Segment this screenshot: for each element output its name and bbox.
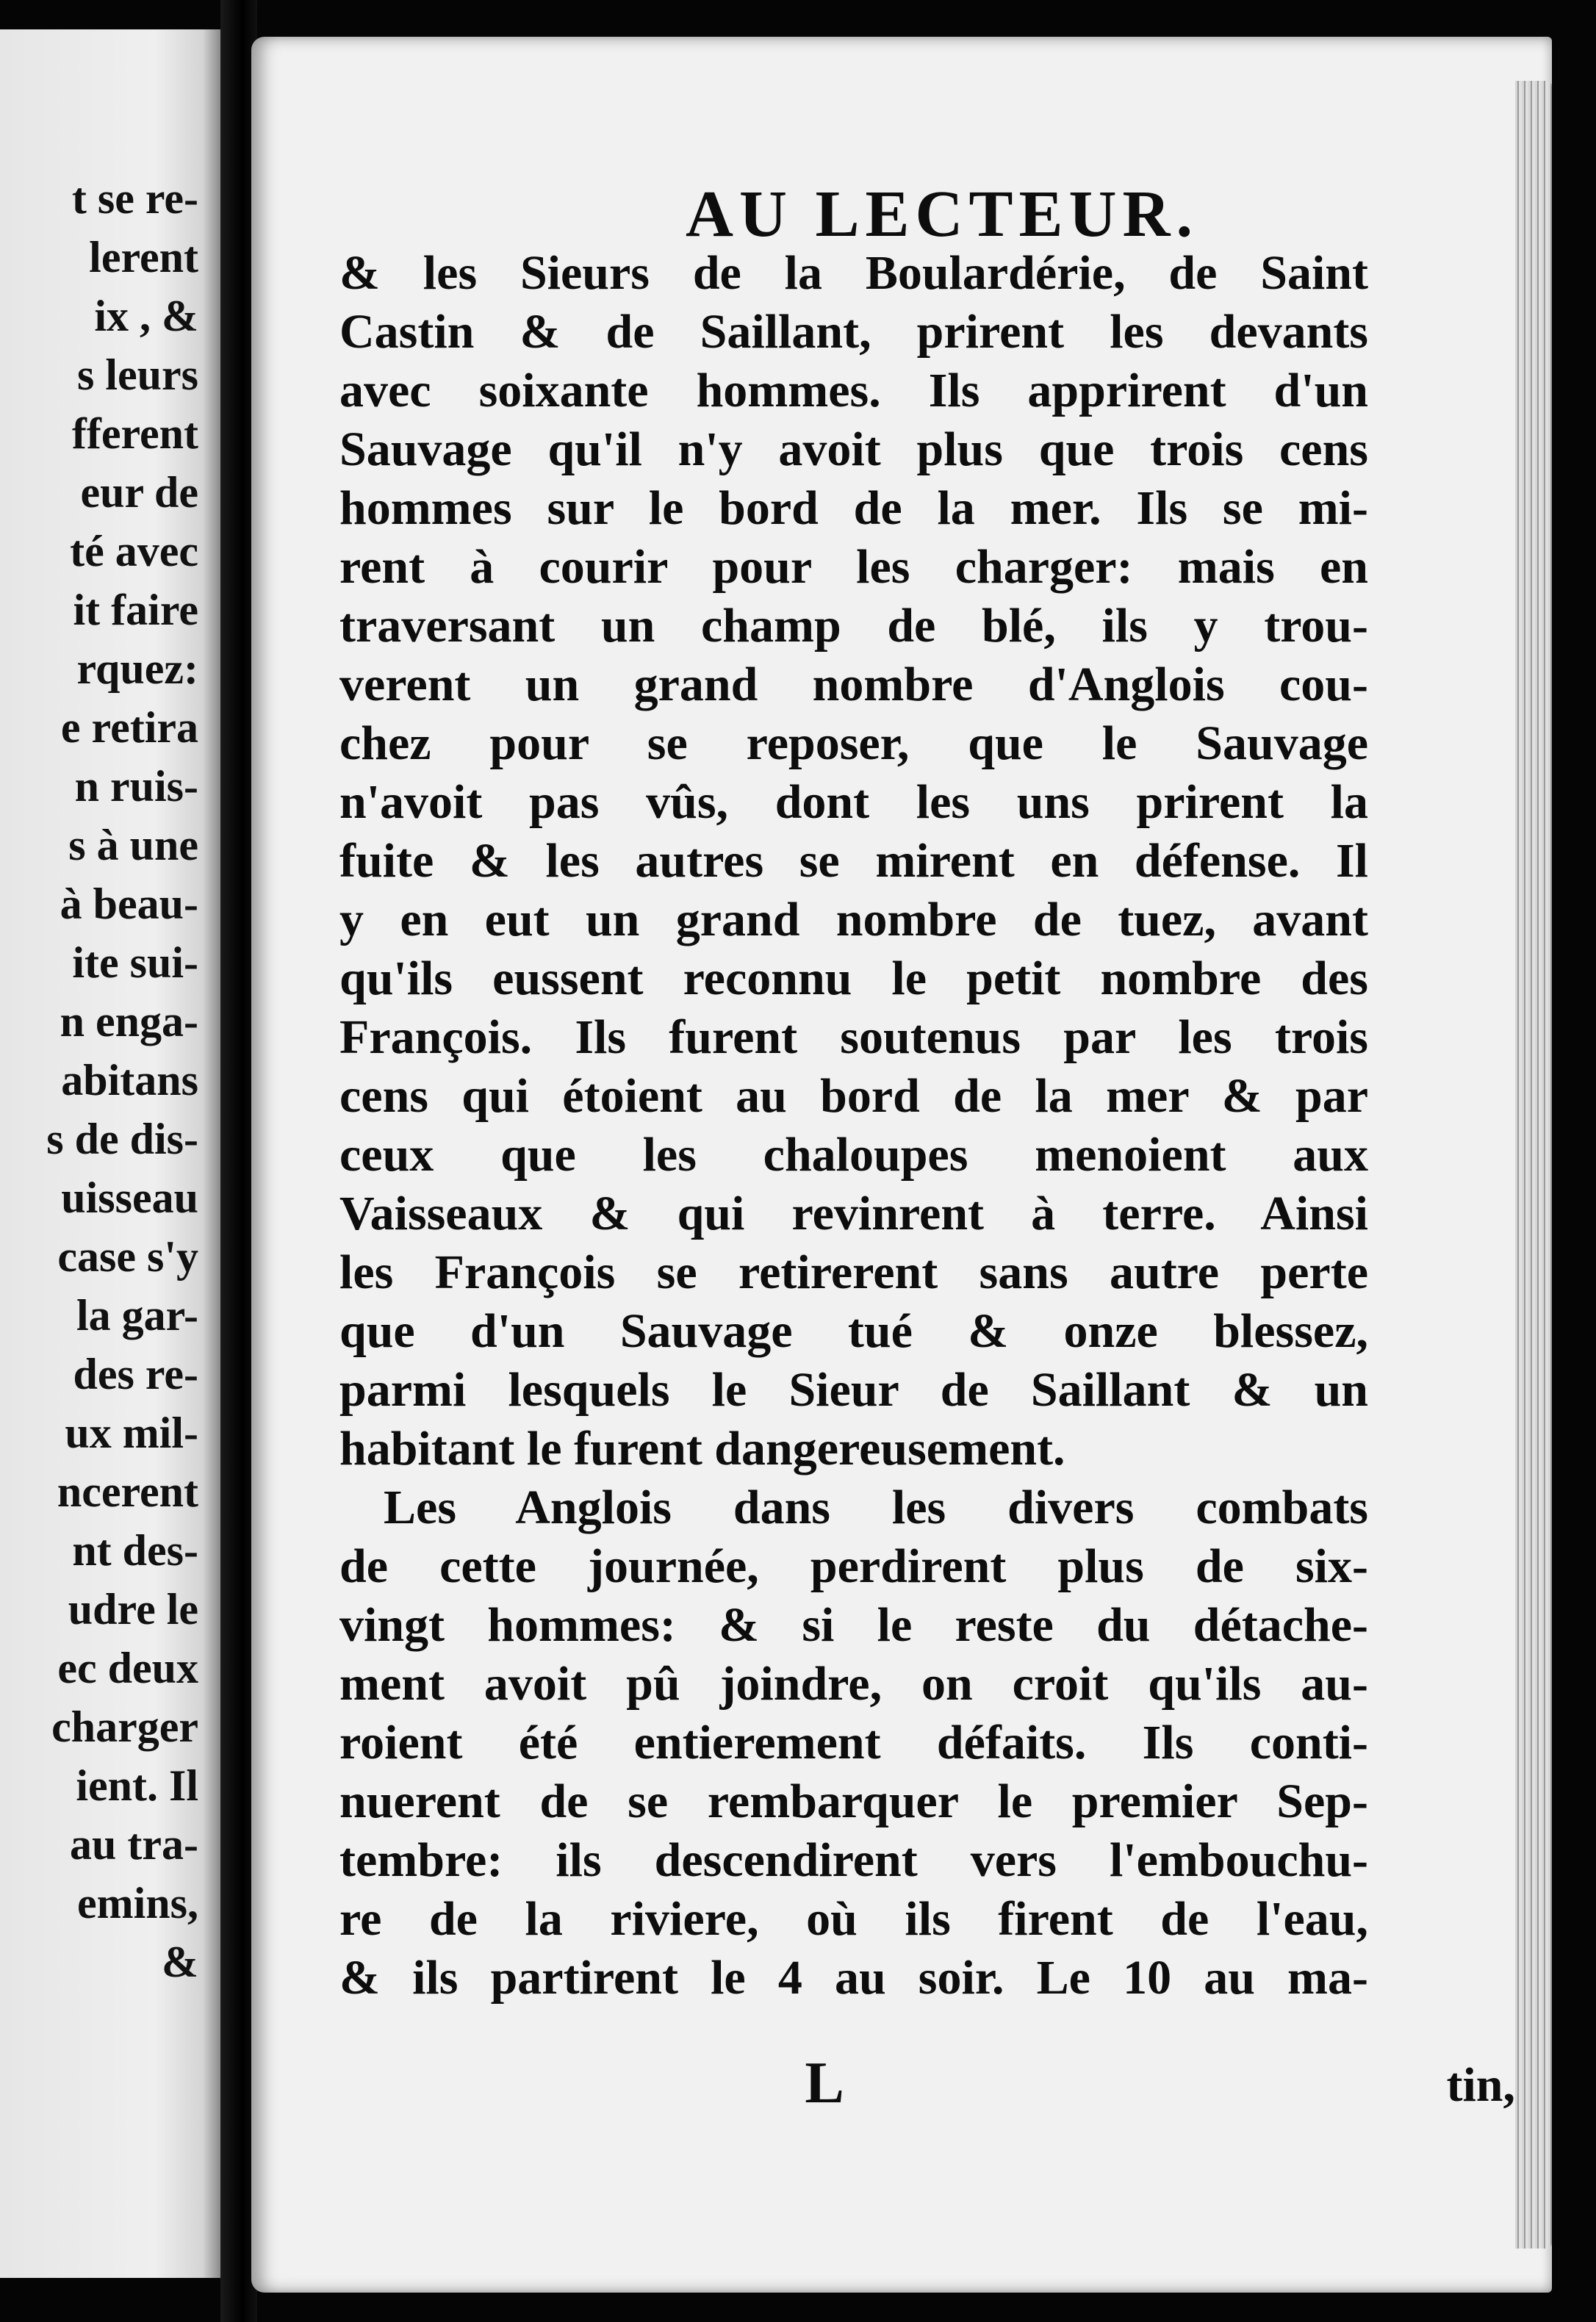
text-line: qu'ils eussent reconnu le petit nombre des bbox=[339, 952, 1368, 1005]
text-line: de cette journée, perdirent plus de six- bbox=[339, 1539, 1368, 1593]
text-line: Sauvage qu'il n'y avoit plus que trois cens bbox=[339, 423, 1368, 476]
facing-text-line: s leurs bbox=[77, 351, 198, 399]
facing-text-line: à beau- bbox=[60, 880, 198, 928]
facing-text-line: t se re- bbox=[71, 174, 198, 223]
facing-text-line: n ruis- bbox=[74, 762, 198, 810]
text-line: Les Anglois dans les divers combats bbox=[384, 1481, 1368, 1534]
facing-text-line: charger bbox=[51, 1703, 198, 1751]
facing-text-line: udre le bbox=[68, 1585, 198, 1633]
facing-text-line: des re- bbox=[73, 1350, 198, 1398]
text-line: rent à courir pour les charger: mais en bbox=[339, 540, 1368, 594]
text-line: hommes sur le bord de la mer. Ils se mi- bbox=[339, 481, 1368, 535]
text-line: avec soixante hommes. Ils apprirent d'un bbox=[339, 364, 1368, 417]
text-line: parmi lesquels le Sieur de Saillant & un bbox=[339, 1363, 1368, 1417]
text-line: roient été entierement défaits. Ils conti- bbox=[339, 1716, 1368, 1769]
text-line: verent un grand nombre d'Anglois cou- bbox=[339, 658, 1368, 711]
text-line: Vaisseaux & qui revinrent à terre. Ainsi bbox=[339, 1187, 1368, 1240]
facing-text-line: & bbox=[162, 1938, 198, 1986]
text-line: ceux que les chaloupes menoient aux bbox=[339, 1128, 1368, 1182]
text-line: & ils partirent le 4 au soir. Le 10 au ma- bbox=[339, 1951, 1368, 2005]
facing-text-line: e retira bbox=[60, 703, 198, 752]
facing-text-line: case s'y bbox=[57, 1232, 198, 1281]
facing-text-line: emins, bbox=[77, 1879, 198, 1927]
facing-text-line: ncerent bbox=[57, 1467, 198, 1516]
facing-text-line: au tra- bbox=[70, 1820, 198, 1869]
text-line: les François se retirerent sans autre perte bbox=[339, 1246, 1368, 1299]
text-line: ment avoit pû joindre, on croit qu'ils au- bbox=[339, 1657, 1368, 1711]
text-line: chez pour se reposer, que le Sauvage bbox=[339, 716, 1368, 770]
facing-text-line: té avec bbox=[70, 527, 198, 575]
facing-text-line: abitans bbox=[61, 1056, 198, 1104]
text-line: cens qui étoient au bord de la mer & par bbox=[339, 1069, 1368, 1123]
facing-text-line: it faire bbox=[73, 586, 198, 634]
facing-text-line: nt des- bbox=[72, 1526, 198, 1575]
text-line: y en eut un grand nombre de tuez, avant bbox=[339, 893, 1368, 946]
facing-text-line: uisseau bbox=[61, 1173, 198, 1222]
text-line: nuerent de se rembarquer le premier Sep- bbox=[339, 1775, 1368, 1828]
facing-text-line: s de dis- bbox=[46, 1115, 198, 1163]
facing-text-line: s à une bbox=[68, 821, 198, 869]
text-line: fuite & les autres se mirent en défense. Il bbox=[339, 834, 1368, 888]
facing-text-line: ix , & bbox=[94, 292, 198, 340]
facing-page-text bbox=[0, 169, 198, 1991]
facing-text-line: fferent bbox=[71, 409, 198, 458]
text-line: que d'un Sauvage tué & onze blessez, bbox=[339, 1304, 1368, 1358]
page-edge bbox=[1515, 81, 1552, 2249]
signature-mark: L bbox=[805, 2051, 844, 2116]
facing-text-line: ux mil- bbox=[65, 1409, 198, 1457]
text-line: n'avoit pas vûs, dont les uns prirent la bbox=[339, 775, 1368, 829]
text-line: habitant le furent dangereusement. bbox=[339, 1422, 1065, 1475]
body-text bbox=[339, 244, 1368, 2008]
facing-text-line: eur de bbox=[80, 468, 198, 517]
text-line: re de la riviere, où ils firent de l'eau, bbox=[339, 1892, 1368, 1946]
text-line: tembre: ils descendirent vers l'embouchu- bbox=[339, 1833, 1368, 1887]
text-line: François. Ils furent soutenus par les trois bbox=[339, 1010, 1368, 1064]
facing-text-line: n enga- bbox=[60, 997, 198, 1046]
main-page bbox=[251, 37, 1552, 2293]
facing-text-line: rquez: bbox=[76, 644, 198, 693]
facing-text-line: ite sui- bbox=[72, 938, 198, 987]
facing-text-line: ec deux bbox=[57, 1644, 198, 1692]
text-line: traversant un champ de blé, ils y trou- bbox=[339, 599, 1368, 653]
running-head: AU LECTEUR. bbox=[685, 178, 1199, 251]
facing-page-left bbox=[0, 29, 220, 2278]
facing-text-line: lerent bbox=[89, 233, 198, 281]
text-line: & les Sieurs de la Boulardérie, de Saint bbox=[339, 246, 1368, 300]
facing-text-line: la gar- bbox=[76, 1291, 198, 1340]
text-line: vingt hommes: & si le reste du détache- bbox=[339, 1598, 1368, 1652]
text-line: Castin & de Saillant, prirent les devants bbox=[339, 305, 1368, 359]
catchword: tin, bbox=[1446, 2058, 1515, 2112]
facing-text-line: ient. Il bbox=[76, 1761, 198, 1810]
